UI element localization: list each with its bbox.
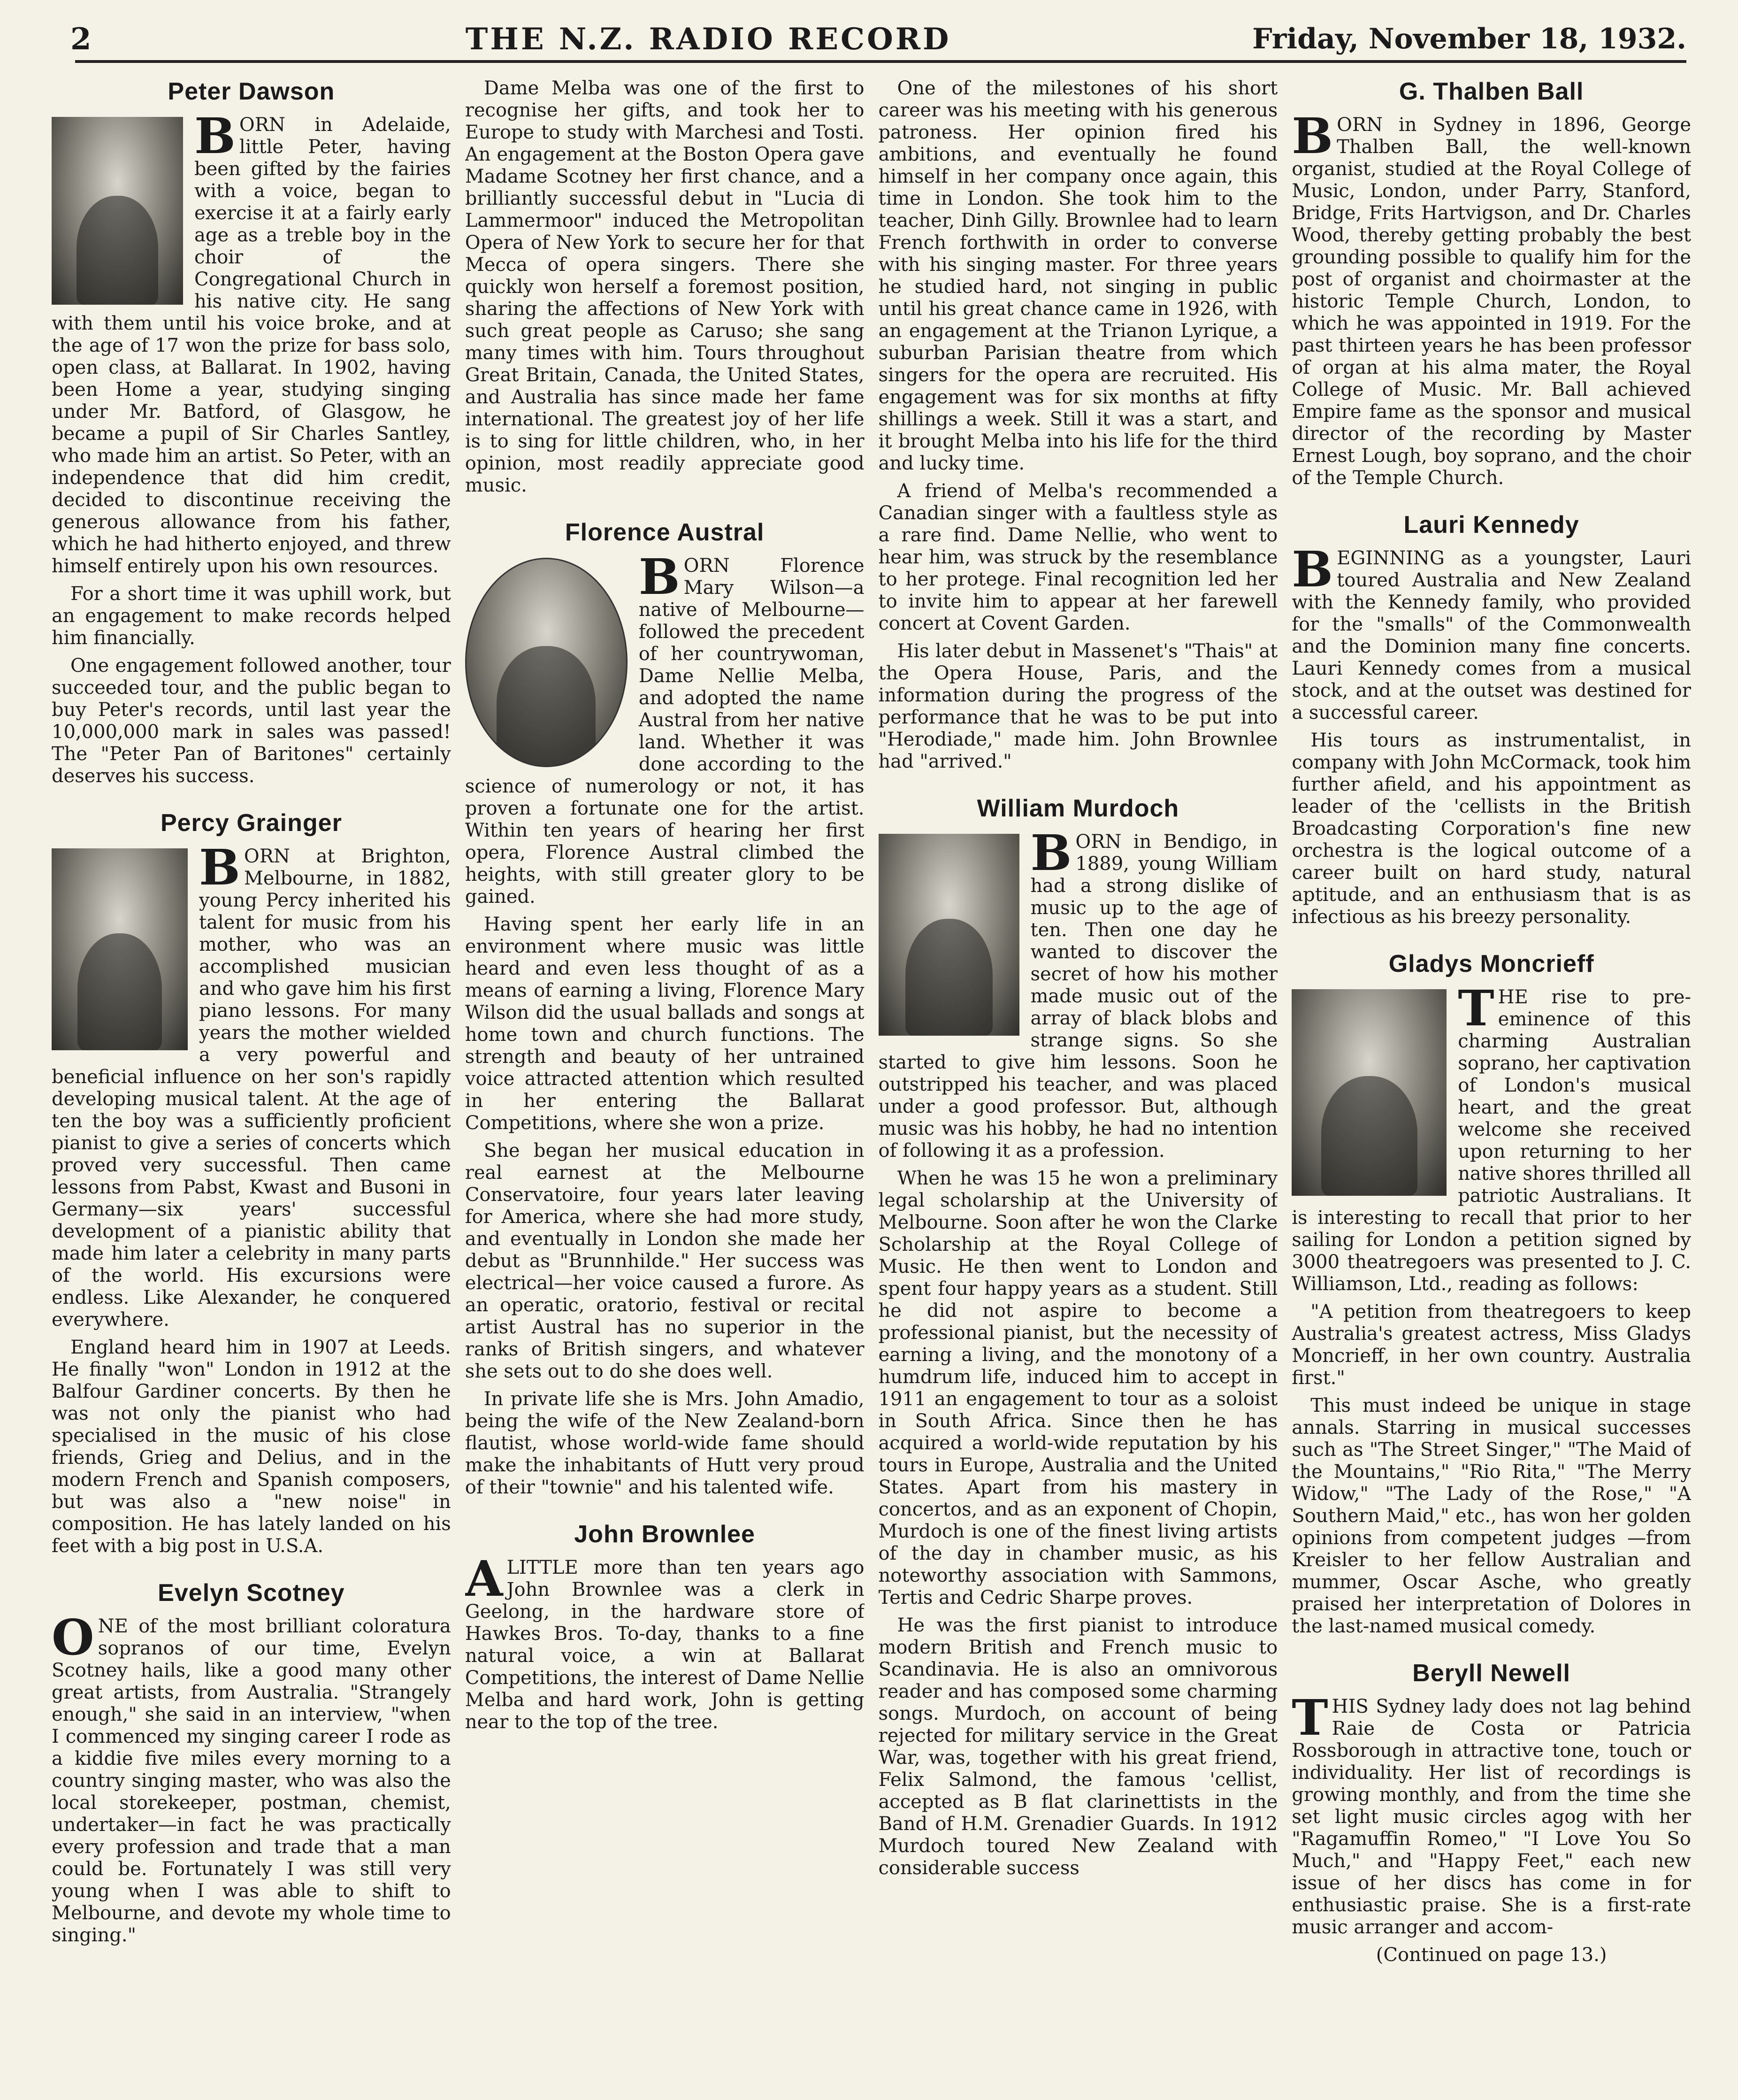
- drop-cap: B: [1292, 107, 1333, 165]
- paragraph: ORN Florence Mary Wilson—a native of Melbourne—followed the precedent of her countrywoman, Dame Nellie Melba, and adopted the name Austral from her native land. Whether it was done according to the science of numerology or not, it has proven a fortunate one for the artist. Within ten years of hearing her first opera, Florence Austral climbed the heights, with still greater glory to be gained.: [465, 555, 865, 908]
- paragraph: England heard him in 1907 at Leeds. He finally "won" London in 1912 at the Balfour Gardiner concerts. By then he was not only the pianist who had specialised in the music of his close friends, Grieg and Delius, and in the modern French and Spanish composers, but was also a "new noise" in composition. He has lately landed on his feet with a big post in U.S.A.: [52, 1337, 451, 1557]
- article-title: Percy Grainger: [160, 809, 342, 837]
- column-1: [52, 77, 451, 2081]
- paragraph: His tours as instrumentalist, in company with John McCormack, took him further afield, and his appointment as leader of the 'cellists in the British Broadcasting Corporation's fine new orchestra is the logical outcome of a career built on hard study, natural aptitude, and an enthusiasm that is as infectious as his breezy personality.: [1292, 730, 1691, 928]
- article-thalben-ball: [1292, 77, 1691, 489]
- article-title: Peter Dawson: [168, 78, 335, 105]
- drop-cap: A: [465, 1550, 503, 1608]
- article-evelyn-scotney-cont: [465, 77, 865, 497]
- article-lauri-kennedy: [1292, 511, 1691, 928]
- drop-cap: T: [1458, 979, 1494, 1037]
- article-john-brownlee-cont: [879, 77, 1278, 773]
- paragraph: NE of the most brilliant coloratura sopranos of our time, Evelyn Scotney hails, like a good many other great artists, from Australia. "Strangely enough," she said in an interview, "when I commenced my singing career I rode as a kiddie five miles every morning to a country singing master, who was also the local storekeeper, postman, chemist, undertaker—in fact he was practically every profession and trade that a man could be. Fortunately I was still very young when I was able to shift to Melbourne, and devote my whole time to singing.": [52, 1615, 451, 1946]
- masthead-rule: [75, 60, 1686, 63]
- article-beryll-newell: [1292, 1659, 1691, 1966]
- article-percy-grainger: [52, 809, 451, 1557]
- paragraph: For a short time it was uphill work, but an engagement to make records helped him financially.: [52, 583, 451, 649]
- paragraph: This must indeed be unique in stage annals. Starring in musical successes such as "The Street Singer," "The Maid of the Mountains," "Rio Rita," "The Merry Widow," "The Lady of the Rose," "A Southern Maid," etc., has won her golden opinions from competent judges —from Kreisler to her fellow Australian and mummer, Oscar Asche, who greatly praised her interpretation of Dolores in the last-named musical comedy.: [1292, 1395, 1691, 1637]
- drop-cap: B: [1030, 824, 1072, 882]
- portrait-photo: [1292, 989, 1447, 1196]
- paragraph: HE rise to pre-eminence of this charming Australian soprano, her captivation of London's musical heart, and the great welcome she received upon returning to her native shores thrilled all patriotic Australians. It is interesting to recall that prior to her sailing for London a petition signed by 3000 theatregoers was presented to J. C. Williamson, Ltd., reading as follows:: [1292, 986, 1691, 1295]
- portrait-photo: [52, 117, 183, 305]
- drop-cap: B: [194, 107, 236, 165]
- article-title: Gladys Moncrieff: [1388, 950, 1594, 977]
- column-3: [879, 77, 1278, 2081]
- article-title: Beryll Newell: [1412, 1660, 1570, 1687]
- article-william-murdoch: [879, 794, 1278, 1879]
- paragraph: One engagement followed another, tour succeeded tour, and the public began to buy Peter's records, until last year the 10,000,000 mark in sales was passed! The "Peter Pan of Baritones" certainly deserves his success.: [52, 655, 451, 787]
- paragraph: ORN in Sydney in 1896, George Thalben Ball, the well-known organist, studied at the Royal College of Music, London, under Parry, Stanford, Bridge, Frits Hartvigson, and Dr. Charles Wood, thereby getting probably the best grounding possible to qualify him for the post of organist and choirmaster at the historic Temple Church, London, to which he was appointed in 1919. For the past thirteen years he has been professor of organ at his alma mater, the Royal College of Music. Mr. Ball achieved Empire fame as the sponsor and musical director of the recording by Master Ernest Lough, boy soprano, and the choir of the Temple Church.: [1292, 114, 1691, 489]
- continued-notice: (Continued on page 13.): [1376, 1944, 1607, 1966]
- portrait-photo: [879, 834, 1019, 1036]
- masthead: [70, 13, 1686, 65]
- paragraph: ORN in Bendigo, in 1889, young William had a strong dislike of music up to the age of ten. Then one day he wanted to discover the secret of how his mother made music out of the array of black blobs and strange signs. So she started to give him lessons. Soon he outstripped his teacher, and was placed under a good professor. But, although music was his hobby, he had no intention of following it as a profession.: [878, 831, 1278, 1162]
- drop-cap: B: [1292, 540, 1333, 598]
- issue-date: Friday, November 18, 1932.: [1252, 23, 1686, 55]
- drop-cap: B: [199, 838, 240, 896]
- paragraph: "A petition from theatregoers to keep Australia's greatest actress, Miss Gladys Moncrieff, in her own country. Australia first.": [1292, 1301, 1691, 1389]
- article-florence-austral: [465, 518, 865, 1499]
- article-title: G. Thalben Ball: [1399, 78, 1584, 105]
- article-title: Evelyn Scotney: [158, 1579, 345, 1607]
- column-2: [465, 77, 865, 2081]
- portrait-photo: [52, 848, 188, 1050]
- paragraph: He was the first pianist to introduce modern British and French music to Scandinavia. He is also an omnivorous reader and has composed some charming songs. Murdoch, on account of being rejected for military service in the Great War, was, together with his great friend, Felix Salmond, the famous 'cellist, accepted as B flat clarinettists in the Band of H.M. Grenadier Guards. In 1912 Murdoch toured New Zealand with considerable success: [878, 1615, 1278, 1879]
- paragraph: LITTLE more than ten years ago John Brownlee was a clerk in Geelong, in the hardware store of Hawkes Bros. To-day, thanks to a fine natural voice, a win at Ballarat Competitions, the interest of Dame Nellie Melba and hard work, John is getting near to the top of the tree.: [465, 1557, 865, 1733]
- paragraph: In private life she is Mrs. John Amadio, being the wife of the New Zealand-born flautist, whose world-wide fame should make the inhabitants of Hutt very proud of their "townie" and his talented wife.: [465, 1388, 865, 1498]
- paragraph: ORN at Brighton, Melbourne, in 1882, young Percy inherited his talent for music from his mother, who was an accomplished musician and who gave him his first piano lessons. For many years the mother wielded a very powerful and beneficial influence on her son's rapidly developing musical talent. At the age of ten the boy was a sufficiently proficient pianist to give a series of concerts which proved very successful. Then came lessons from Pabst, Kwast and Busoni in Germany—six years' successful development of a pianistic ability that made him later a celebrity in many parts of the world. His excursions were endless. Like Alexander, he conquered everywhere.: [52, 846, 451, 1331]
- drop-cap: T: [1292, 1689, 1328, 1746]
- article-title: Lauri Kennedy: [1403, 511, 1579, 538]
- columns: [52, 77, 1691, 2081]
- page-number: 2: [70, 21, 92, 57]
- paragraph: Dame Melba was one of the first to recognise her gifts, and took her to Europe to study with Marchesi and Tosti. An engagement at the Boston Opera gave Madame Scotney her first chance, and a brilliantly successful debut in "Lucia di Lammermoor" induced the Metropolitan Opera of New York to secure her for that Mecca of opera singers. There she quickly won herself a foremost position, sharing the affections of New York with such great people as Caruso; she sang many times with him. Tours throughout Great Britain, Canada, the United States, and Australia has since made her fame international. The greatest joy of her life is to sing for little children, who, in her opinion, most readily appreciate good music.: [465, 77, 865, 496]
- article-peter-dawson: [52, 77, 451, 787]
- article-gladys-moncrieff: [1292, 950, 1691, 1638]
- paragraph: ORN in Adelaide, little Peter, having been gifted by the fairies with a voice, began to exercise it at a fairly early age as a treble boy in the choir of the Congregational Church in his native city. He sang with them until his voice broke, and at the age of 17 won the prize for bass solo, open class, at Ballarat. In 1902, having been Home a year, studying singing under Mr. Batford, of Glasgow, he became a pupil of Sir Charles Santley, who made him an artist. So Peter, with an independence that did him credit, decided to discontinue receiving the generous allowance from his father, which he had hitherto enjoyed, and threw himself entirely upon his own resources.: [52, 114, 451, 577]
- article-title: William Murdoch: [977, 795, 1179, 822]
- paragraph: EGINNING as a youngster, Lauri toured Australia and New Zealand with the Kennedy family, who provided for the "smalls" of the Commonwealth and the Dominion many fine concerts. Lauri Kennedy comes from a musical stock, and at the outset was destined for a successful career.: [1292, 547, 1691, 723]
- paragraph: She began her musical education in real earnest at the Melbourne Conservatoire, four years later leaving for America, where she had more study, and eventually in London she made her debut as "Brunnhilde." Her success was electrical—her voice caused a furore. As an operatic, oratorio, festival or recital artist Austral has no superior in the ranks of British singers, and whatever she sets out to do she does well.: [465, 1140, 865, 1382]
- publication-title: THE N.Z. RADIO RECORD: [465, 21, 951, 57]
- drop-cap: B: [638, 548, 680, 606]
- paragraph: HIS Sydney lady does not lag behind Raie de Costa or Patricia Rossborough in attractive tone, touch or individuality. Her list of recordings is growing monthly, and from the time she set light music circles agog with her "Ragamuffin Romeo," "I Love You So Much," and "Happy Feet," each new issue of her discs has come in for enthusiastic praise. She is a first-rate music arranger and accom-: [1292, 1696, 1691, 1938]
- column-4: [1292, 77, 1691, 2081]
- paragraph: One of the milestones of his short career was his meeting with his generous patroness. Her opinion fired his ambitions, and eventually he found himself in her company once again, this time in London. She took him to the teacher, Dinh Gilly. Brownlee had to learn French forthwith in order to converse with his singing master. For three years he studied hard, not singing in public until his great chance came in 1926, with an engagement at the Trianon Lyrique, a suburban Parisian theatre from which singers for the opera are recruited. His engagement was for six months at fifty shillings a week. Still it was a start, and it brought Melba into his life for the third and lucky time.: [878, 77, 1278, 474]
- portrait-photo: [465, 558, 628, 767]
- paragraph: Having spent her early life in an environment where music was little heard and even less thought of as a means of earning a living, Florence Mary Wilson did the usual ballads and songs at home town and church functions. The strength and beauty of her untrained voice attracted attention which resulted in her entering the Ballarat Competitions, where she won a prize.: [465, 914, 865, 1134]
- paragraph: When he was 15 he won a preliminary legal scholarship at the University of Melbourne. Soon after he won the Clarke Scholarship at the Royal College of Music. He then went to London and spent four happy years as a student. Still he did not aspire to become a professional pianist, but the necessity of earning a living, and the monotony of a humdrum life, induced him to accept in 1911 an engagement to tour as a soloist in South Africa. Since then he has acquired a world-wide reputation by his tours in Europe, Australia and the United States. Apart from his mastery in concertos, and as an exponent of Chopin, Murdoch is one of the finest living artists of the day in chamber music, as his noteworthy association with Sammons, Tertis and Cedric Sharpe proves.: [878, 1168, 1278, 1608]
- article-john-brownlee: [465, 1520, 865, 1733]
- article-title: John Brownlee: [574, 1521, 755, 1548]
- paragraph: A friend of Melba's recommended a Canadian singer with a faultless style as a rare find. Dame Nellie, who went to hear him, was struck by the resemblance to her protege. Final recognition led her to invite him to appear at her farewell concert at Covent Garden.: [878, 480, 1278, 634]
- paragraph: His later debut in Massenet's "Thais" at the Opera House, Paris, and the information during the progress of the performance that he was to be put into "Herodiade," made him. John Brownlee had "arrived.": [878, 640, 1278, 772]
- article-title: Florence Austral: [565, 519, 765, 546]
- drop-cap: O: [52, 1608, 94, 1666]
- article-evelyn-scotney: [52, 1579, 451, 1946]
